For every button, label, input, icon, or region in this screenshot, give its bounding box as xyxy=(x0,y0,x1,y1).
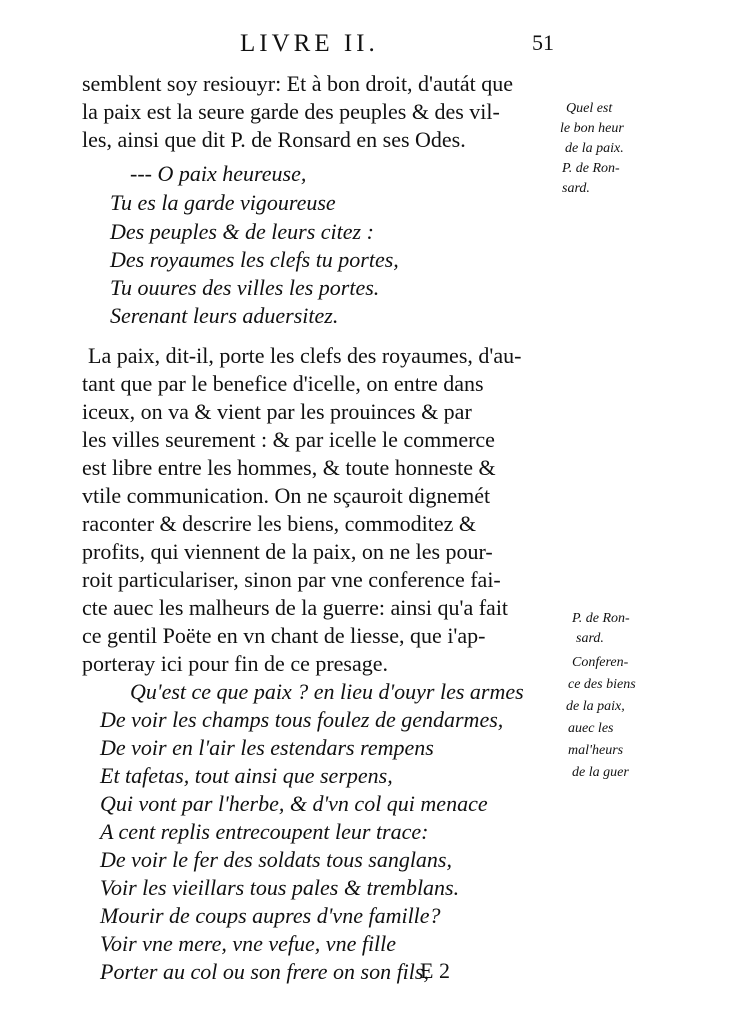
verse-line: --- O paix heureuse, xyxy=(130,161,307,186)
text-line: La paix, dit-il, porte les clefs des royaumes, d'au- xyxy=(88,343,522,368)
text-line: iceux, on va & vient par les prouinces & par xyxy=(82,399,472,424)
marginal-note-line: ce des biens xyxy=(568,677,636,692)
text-line: porteray ici pour fin de ce presage. xyxy=(82,651,389,676)
verse-line: Voir vne mere, vne vefue, vne fille xyxy=(100,931,397,956)
text-line: profits, qui viennent de la paix, on ne les pour- xyxy=(82,539,493,564)
verse-line: De voir les champs tous foulez de gendarmes, xyxy=(100,707,504,732)
marginal-note-line: de la guer xyxy=(572,765,629,780)
verse-line: A cent replis entrecoupent leur trace: xyxy=(100,819,429,844)
text-line: les villes seurement : & par icelle le commerce xyxy=(82,427,495,452)
marginal-note-line: Conferen- xyxy=(572,655,629,670)
running-head: LIVRE II. xyxy=(240,30,379,57)
page-number: 51 xyxy=(532,30,554,55)
verse-line: Porter au col ou son frere on son fils, xyxy=(100,959,429,984)
marginal-note-line: Quel est xyxy=(566,101,613,116)
marginal-note-line: le bon heur xyxy=(560,121,624,136)
verse-line: Des royaumes les clefs tu portes, xyxy=(110,247,399,272)
verse-line: Des peuples & de leurs citez : xyxy=(110,219,374,244)
verse-line: Mourir de coups aupres d'vne famille? xyxy=(100,903,441,928)
verse-line: Et tafetas, tout ainsi que serpens, xyxy=(100,763,393,788)
marginal-note-line: auec les xyxy=(568,721,614,736)
page-header xyxy=(0,22,740,62)
verse-line: De voir en l'air les estendars rempens xyxy=(100,735,434,760)
marginal-note-line: P. de Ron- xyxy=(562,161,620,176)
text-line: la paix est la seure garde des peuples & des vil- xyxy=(82,99,500,124)
text-line: est libre entre les hommes, & toute honneste & xyxy=(82,455,496,480)
verse-line: Voir les vieillars tous pales & tremblans. xyxy=(100,875,460,900)
marginal-note-line: sard. xyxy=(562,181,590,196)
verse-line: De voir le fer des soldats tous sanglans, xyxy=(100,847,452,872)
verse-line: Tu es la garde vigoureuse xyxy=(110,190,336,215)
marginal-note-line: de la paix, xyxy=(566,699,625,714)
text-line: les, ainsi que dit P. de Ronsard en ses Odes. xyxy=(82,127,466,152)
catchword: E 2 xyxy=(420,958,450,983)
text-line: cte auec les malheurs de la guerre: ainsi qu'a fait xyxy=(82,595,509,620)
text-line: tant que par le benefice d'icelle, on entre dans xyxy=(82,371,484,396)
text-line: raconter & descrire les biens, commoditez & xyxy=(82,511,477,536)
marginal-note-line: de la paix. xyxy=(565,141,624,156)
text-line: ce gentil Poëte en vn chant de liesse, que i'ap- xyxy=(82,623,486,648)
text-line: semblent soy resiouyr: Et à bon droit, d'autát que xyxy=(82,71,514,96)
marginal-note-line: sard. xyxy=(576,631,604,646)
marginal-note-line: mal'heurs xyxy=(568,743,624,758)
marginal-note-line: P. de Ron- xyxy=(572,611,630,626)
verse-line: Tu ouures des villes les portes. xyxy=(110,275,380,300)
text-line: roit particulariser, sinon par vne conference fai- xyxy=(82,567,501,592)
text-line: vtile communication. On ne sçauroit dignemét xyxy=(82,483,491,508)
verse-line: Serenant leurs aduersitez. xyxy=(110,303,339,328)
verse-line: Qu'est ce que paix ? en lieu d'ouyr les armes xyxy=(130,679,524,704)
verse-line: Qui vont par l'herbe, & d'vn col qui menace xyxy=(100,791,488,816)
